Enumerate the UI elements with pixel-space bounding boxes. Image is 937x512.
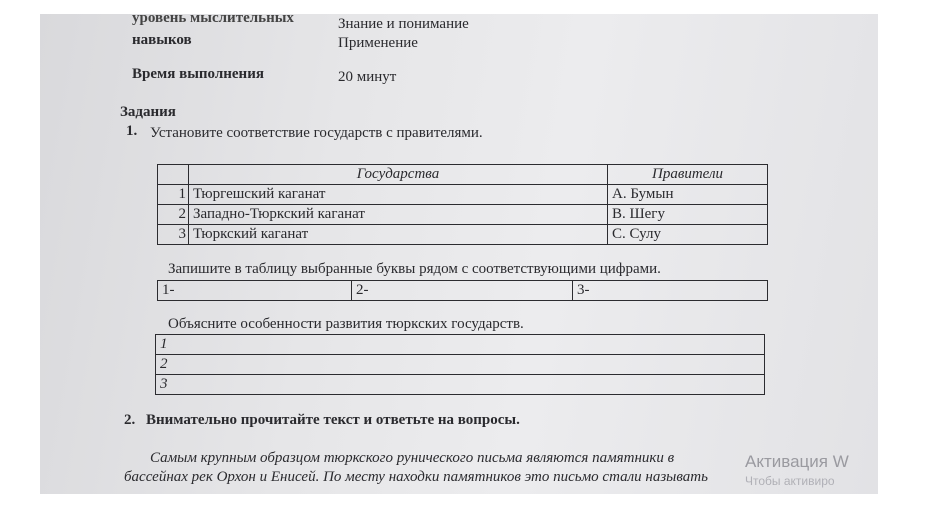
table-row: [158, 185, 768, 205]
table-row: [158, 205, 768, 225]
photo-page: [40, 14, 878, 494]
explain-row-2[interactable]: 2: [156, 355, 765, 375]
tasks-title: Задания: [120, 104, 176, 120]
state-cell: Тюргешский каганат: [189, 185, 608, 205]
ruler-cell: А. Бумын: [608, 185, 768, 205]
answer-table: [157, 280, 768, 301]
activation-watermark-sub: Чтобы активиро: [745, 474, 835, 488]
answer-cell-1[interactable]: 1-: [158, 281, 352, 301]
answer-cell-3[interactable]: 3-: [573, 281, 768, 301]
header-label-line2: навыков: [132, 32, 192, 48]
task1-text: Установите соответствие государств с правителями.: [150, 125, 483, 141]
table-row: [158, 225, 768, 245]
row-number: 3: [158, 225, 189, 245]
row-number: 2: [158, 205, 189, 225]
time-label: Время выполнения: [132, 66, 264, 82]
activation-watermark: Активация W: [745, 452, 849, 471]
explain-prompt: Объясните особенности развития тюркских государств.: [168, 316, 524, 332]
task2-text: Внимательно прочитайте текст и ответьте на вопросы.: [146, 412, 520, 428]
ruler-cell: В. Шегу: [608, 205, 768, 225]
header-num-cell: [158, 165, 189, 185]
task1-number: 1.: [126, 123, 138, 139]
state-cell: Тюркский каганат: [189, 225, 608, 245]
header-value-1: Знание и понимание: [338, 16, 469, 32]
explain-table: [155, 334, 765, 395]
header-rulers: Правители: [608, 165, 768, 185]
state-cell: Западно-Тюркский каганат: [189, 205, 608, 225]
answer-prompt: Запишите в таблицу выбранные буквы рядом с соответствующими цифрами.: [168, 261, 661, 277]
time-value: 20 минут: [338, 69, 397, 85]
passage-line-2: бассейнах рек Орхон и Енисей. По месту находки памятников это письмо стали называть: [124, 469, 708, 485]
explain-row-1[interactable]: 1: [156, 335, 765, 355]
answer-cell-2[interactable]: 2-: [352, 281, 573, 301]
explain-row: [156, 335, 765, 355]
explain-row: [156, 375, 765, 395]
row-number: 1: [158, 185, 189, 205]
header-value-2: Применение: [338, 35, 418, 51]
task2-number: 2.: [124, 412, 136, 428]
table-header-row: [158, 165, 768, 185]
header-label-line1: уровень мыслительных: [132, 14, 294, 26]
explain-row: [156, 355, 765, 375]
matching-table: [157, 164, 768, 245]
ruler-cell: С. Сулу: [608, 225, 768, 245]
passage-line-1: Самым крупным образцом тюркского рунического письма являются памятники в: [150, 450, 675, 466]
explain-row-3[interactable]: 3: [156, 375, 765, 395]
header-states: Государства: [189, 165, 608, 185]
answer-row: [158, 281, 768, 301]
